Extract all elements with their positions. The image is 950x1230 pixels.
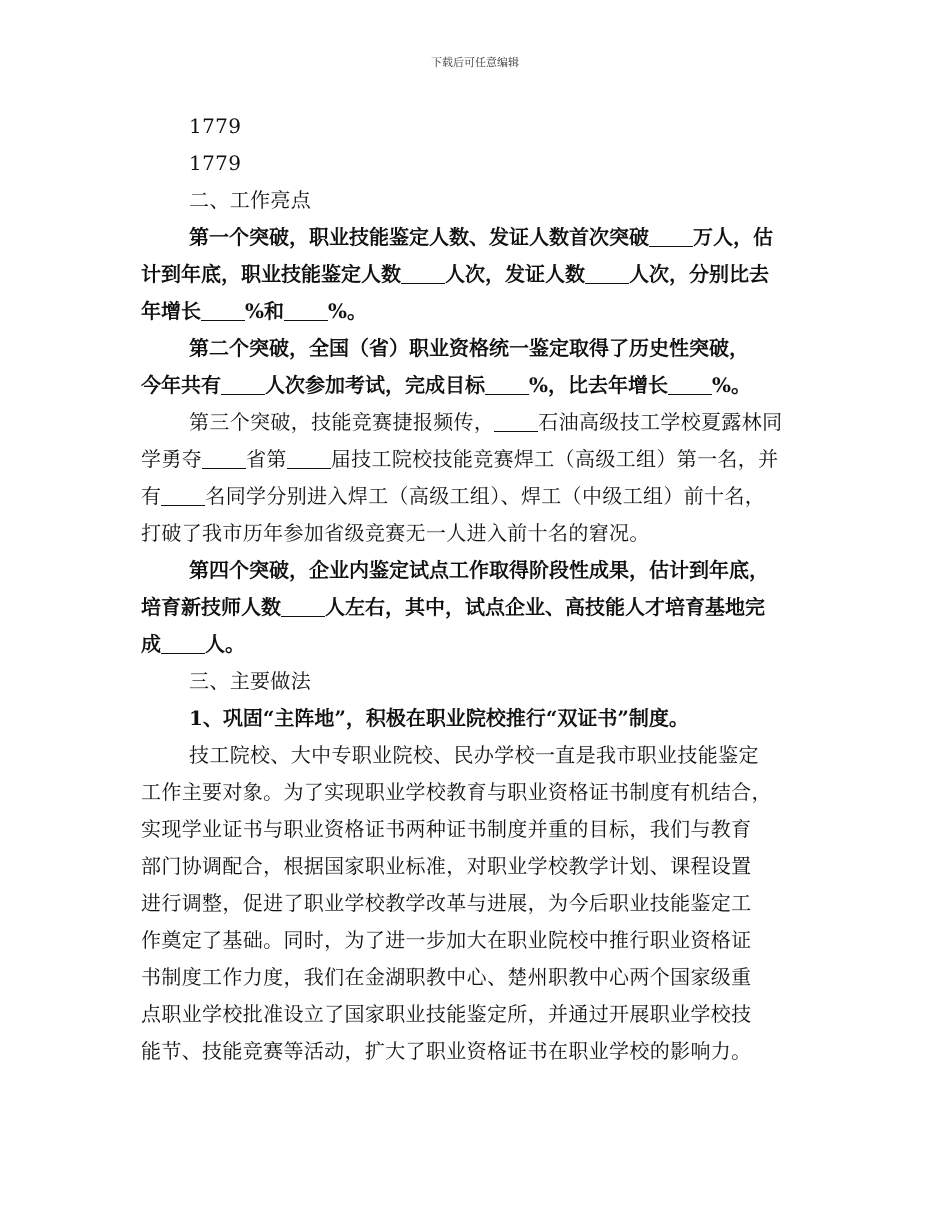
fill-blank — [401, 263, 445, 284]
paragraph-line: 能节、技能竞赛等活动，扩大了职业资格证书在职业学校的影响力。 — [141, 1039, 752, 1063]
paragraph-line: 计到年底，职业技能鉴定人数 人次，发证人数 人次，分别比去 — [141, 262, 769, 286]
fill-blank — [485, 374, 529, 395]
subsection-heading: 1、巩固“主阵地”，积极在职业院校推行“双证书”制度。 — [189, 706, 689, 730]
paragraph-line: 有 名同学分别进入焊工（高级工组）、焊工（中级工组）前十名， — [141, 484, 766, 508]
page-header: 下载后可任意编辑 — [431, 56, 519, 69]
number-line: 1779 — [189, 151, 242, 175]
paragraph-line: 作奠定了基础。同时，为了进一步加大在职业院校中推行职业资格证 — [141, 928, 752, 952]
fill-blank — [649, 226, 693, 247]
fill-blank — [161, 485, 205, 506]
paragraph-line: 今年共有 人次参加考试，完成目标 %，比去年增长 %。 — [141, 373, 752, 397]
section-heading: 二、工作亮点 — [189, 188, 312, 212]
paragraph-line: 技工院校、大中专职业院校、民办学校一直是我市职业技能鉴定 — [189, 743, 759, 767]
paragraph-line: 点职业学校批准设立了国家职业技能鉴定所，并通过开展职业学校技 — [141, 1002, 752, 1026]
fill-blank — [668, 374, 712, 395]
paragraph-line: 第三个突破，技能竞赛捷报频传， 石油高级技工学校夏露林同 — [189, 410, 783, 434]
paragraph-line: 年增长 %和 %。 — [141, 299, 368, 323]
fill-blank — [201, 300, 245, 321]
fill-blank — [494, 411, 538, 432]
fill-blank — [287, 448, 331, 469]
fill-blank — [202, 448, 246, 469]
section-heading: 三、主要做法 — [189, 669, 312, 693]
paragraph-line: 第一个突破，职业技能鉴定人数、发证人数首次突破 万人，估 — [189, 225, 773, 249]
fill-blank — [221, 374, 265, 395]
paragraph-line: 打破了我市历年参加省级竞赛无一人进入前十名的窘况。 — [141, 521, 650, 545]
fill-blank — [281, 596, 325, 617]
paragraph-line: 成 人。 — [141, 632, 245, 656]
number-line: 1779 — [189, 114, 242, 138]
paragraph-line: 部门协调配合，根据国家职业标准，对职业学校教学计划、课程设置 — [141, 854, 752, 878]
fill-blank — [585, 263, 629, 284]
fill-blank — [284, 300, 328, 321]
fill-blank — [161, 633, 205, 654]
paragraph-line: 工作主要对象。为了实现职业学校教育与职业资格证书制度有机结合， — [141, 780, 772, 804]
paragraph-line: 学勇夺 省第 届技工院校技能竞赛焊工（高级工组）第一名，并 — [141, 447, 779, 471]
paragraph-line: 进行调整，促进了职业学校教学改革与进展，为今后职业技能鉴定工 — [141, 891, 752, 915]
paragraph-line: 培育新技师人数 人左右，其中，试点企业、高技能人才培育基地完 — [141, 595, 765, 619]
paragraph-line: 实现学业证书与职业资格证书两种证书制度并重的目标，我们与教育 — [141, 817, 752, 841]
document-body — [141, 108, 821, 1070]
paragraph-line: 书制度工作力度，我们在金湖职教中心、楚州职教中心两个国家级重 — [141, 965, 752, 989]
paragraph-line: 第二个突破，全国（省）职业资格统一鉴定取得了历史性突破， — [189, 336, 749, 360]
paragraph-line: 第四个突破，企业内鉴定试点工作取得阶段性成果，估计到年底， — [189, 558, 769, 582]
